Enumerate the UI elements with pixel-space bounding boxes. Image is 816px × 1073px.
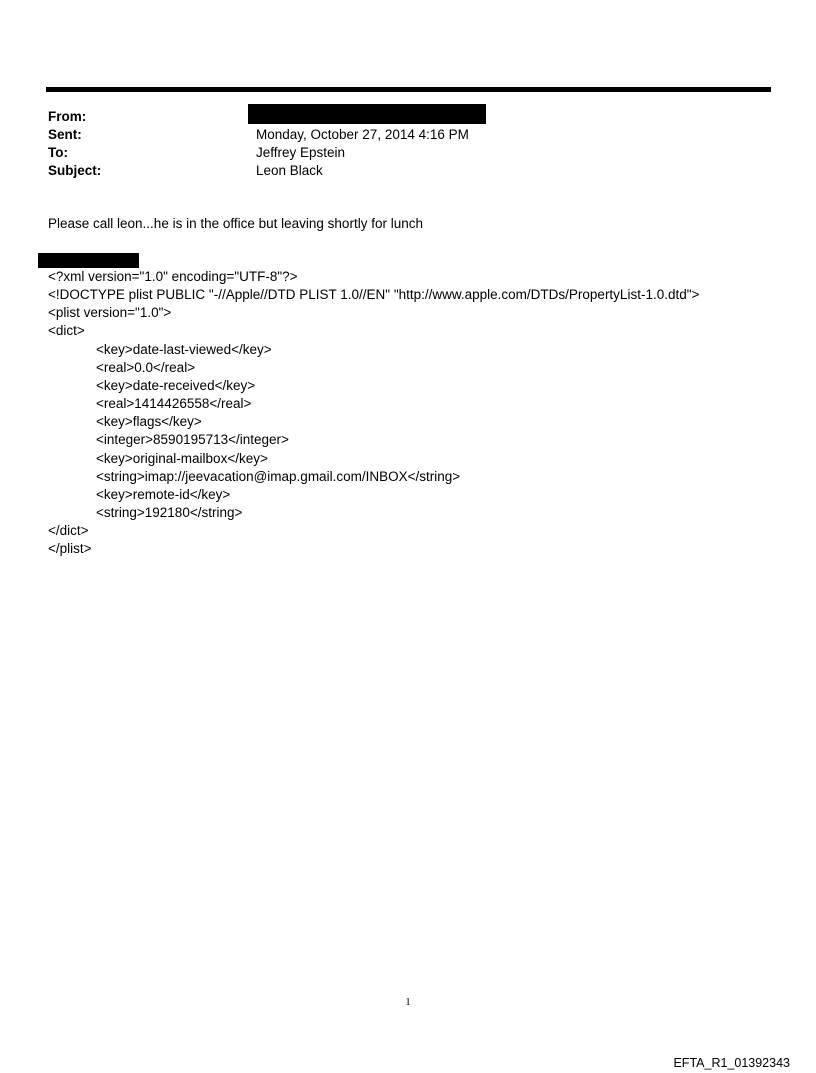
plist-line: <integer>8590195713</integer> [96, 432, 289, 448]
plist-line: <dict> [48, 323, 85, 339]
plist-line: <real>1414426558</real> [96, 396, 252, 412]
page-number: 1 [405, 996, 411, 1008]
plist-line: <?xml version="1.0" encoding="UTF-8"?> [48, 269, 298, 284]
plist-line: <key>original-mailbox</key> [96, 450, 268, 466]
plist-line: <!DOCTYPE plist PUBLIC "-//Apple//DTD PLIST 1.0//EN" "http://www.apple.com/DTDs/PropertyList-1.0.dtd"> [48, 287, 700, 303]
plist-line: <key>date-last-viewed</key> [96, 341, 272, 357]
subject-label: Subject: [48, 163, 102, 178]
header-rule [46, 87, 771, 92]
to-label: To: [48, 145, 68, 160]
sent-value: Monday, October 27, 2014 4:16 PM [256, 127, 469, 142]
plist-line: <string>imap://jeevacation@imap.gmail.com/INBOX</string> [96, 468, 461, 484]
plist-line: <key>flags</key> [96, 414, 202, 430]
message-body: Please call leon...he is in the office but leaving shortly for lunch [48, 216, 423, 231]
from-label: From: [48, 109, 87, 124]
plist-line: <key>remote-id</key> [96, 486, 231, 502]
subject-value: Leon Black [256, 163, 323, 178]
sent-label: Sent: [48, 127, 82, 142]
signature-redaction [38, 253, 139, 268]
to-value: Jeffrey Epstein [256, 145, 346, 160]
plist-line: <plist version="1.0"> [48, 305, 172, 321]
from-redaction [248, 104, 486, 124]
plist-block [48, 268, 699, 559]
plist-line: </plist> [48, 541, 92, 557]
plist-line: <real>0.0</real> [96, 359, 196, 375]
plist-line: </dict> [48, 523, 89, 539]
bates-number: EFTA_R1_01392343 [673, 1056, 790, 1070]
plist-line: <string>192180</string> [96, 505, 243, 521]
plist-line: <key>date-received</key> [96, 377, 256, 393]
